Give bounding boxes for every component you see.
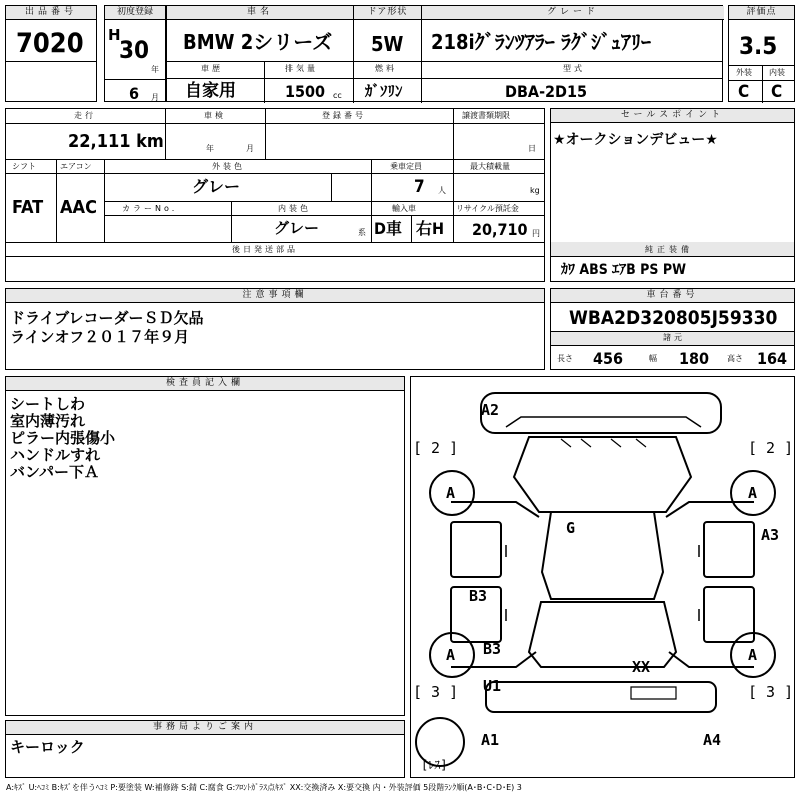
shift-label: シフト: [12, 162, 36, 171]
lot-number-label: 出品番号: [6, 6, 96, 20]
displacement: 1500: [285, 82, 326, 101]
year-unit: 年: [151, 65, 159, 74]
plate-label: 登録番号: [322, 111, 366, 120]
capacity: 7: [414, 177, 425, 197]
capacity-unit: 人: [438, 186, 446, 195]
capacity-label: 乗車定員: [390, 162, 422, 171]
model-code: DBA-2D15: [505, 82, 588, 101]
inspection-year-unit: 年: [206, 144, 214, 153]
chassis-number: WBA2D320805J59330: [569, 307, 778, 329]
inspector-line: ハンドルすれ: [10, 446, 101, 464]
height-label: 高さ: [727, 354, 743, 363]
tire-right-top: [ 2 ]: [748, 439, 794, 457]
inspector-label: 検査員記入欄: [6, 377, 404, 391]
sales-point-box: [550, 108, 795, 282]
lot-number-box: [5, 5, 97, 102]
recycle-fee: 20,710: [472, 220, 528, 239]
dims-label: 諸元: [663, 333, 685, 342]
first-registration-label: 初度登録: [105, 6, 165, 20]
evaluation-score: 3.5: [739, 32, 778, 60]
damage-mark: A2: [481, 401, 500, 419]
registration-month: 6: [129, 84, 140, 103]
steering-side: 右H: [416, 219, 445, 238]
notes-label: 注意事項欄: [6, 289, 544, 303]
inspection-month-unit: 月: [246, 144, 254, 153]
inspector-line: ピラー内張傷小: [10, 429, 116, 447]
recycle-unit: 円: [532, 229, 540, 238]
displacement-unit: cc: [333, 91, 342, 100]
wheel-mark: A: [446, 646, 456, 664]
tire-left-bottom: [ 3 ]: [413, 683, 459, 701]
car-outline: [411, 377, 794, 777]
spare-tire-label: [ﾚｽ]: [421, 758, 448, 772]
grade: 218iｸﾞﾗﾝﾂｱﾗｰ ﾗｸﾞｼﾞｭｱﾘｰ: [431, 30, 651, 54]
car-name: BMW 2シリーズ: [183, 30, 333, 54]
lot-number: 7020: [16, 28, 84, 59]
transfer-deadline-label: 譲渡書類期限: [462, 111, 510, 120]
length-label: 長さ: [557, 354, 573, 363]
int-color-unit: 系: [358, 228, 366, 237]
chassis-label: 車台番号: [551, 289, 794, 303]
later-parts-label: 後日発送部品: [232, 245, 298, 254]
displacement-label: 排気量: [285, 64, 318, 73]
mileage-label: 走行: [74, 111, 96, 120]
damage-mark: A4: [703, 731, 722, 749]
vehicle-info-box: [166, 5, 723, 102]
wheel-mark: A: [446, 484, 456, 502]
score-label: 評価点: [729, 6, 794, 20]
tire-left-top: [ 2 ]: [413, 439, 459, 457]
chassis-box: [550, 288, 795, 370]
color-number-label: カラーNo.: [122, 204, 178, 213]
shift-type: FAT: [12, 197, 44, 218]
inspector-line: シートしわ: [10, 395, 86, 413]
exterior-grade: C: [738, 82, 750, 102]
door-type: 5W: [371, 32, 404, 56]
import-type: D車: [374, 219, 402, 238]
legend: A:ｷｽﾞ U:ﾍｺﾐ B:ｷｽﾞを伴うﾍｺﾐ P:要塗装 W:補修跡 S:錆 C:腐食 G:ﾌﾛﾝﾄｶﾞﾗｽ点ｷｽﾞ XX:交換済み X:要交換 内・外装評価 5段階ﾗﾝｸ順(A･B･C･D･E) 3: [6, 783, 522, 792]
ext-color-label: 外装色: [212, 162, 245, 171]
length-value: 456: [593, 349, 624, 368]
int-color-label: 内装色: [278, 204, 311, 213]
grade-label: グレード: [422, 6, 724, 20]
ext-color: グレー: [192, 177, 241, 196]
sales-point-label: セールスポイント: [551, 109, 794, 123]
exterior-label: 外装: [736, 68, 752, 77]
import-label: 輸入車: [392, 204, 416, 213]
mileage: 22,111 km: [68, 131, 164, 152]
damage-mark: A1: [481, 731, 500, 749]
office-text: キーロック: [10, 738, 85, 756]
fuel-label: 燃料: [375, 64, 397, 73]
era-mark: H: [108, 26, 121, 44]
width-label: 幅: [649, 354, 657, 363]
damage-mark: B3: [469, 587, 488, 605]
ac-label: エアコン: [60, 162, 92, 171]
note-line: ラインオフ２０１７年９月: [10, 328, 190, 346]
registration-year: 30: [119, 36, 150, 64]
wheel-mark: A: [748, 646, 758, 664]
score-box: [728, 5, 795, 102]
notes-box: [5, 288, 545, 370]
inspector-line: バンパー下Ａ: [10, 463, 99, 481]
damage-mark: U1: [483, 677, 502, 695]
recycle-label: リサイクル預託金: [456, 204, 519, 213]
car-history: 自家用: [185, 81, 236, 101]
first-registration-box: [104, 5, 166, 102]
equipment-label: 純正装備: [645, 245, 693, 254]
damage-diagram: [410, 376, 795, 778]
interior-label: 内装: [769, 68, 785, 77]
interior-grade: C: [771, 82, 783, 102]
ac-type: AAC: [60, 197, 97, 218]
damage-mark: B3: [483, 640, 502, 658]
inspector-box: [5, 376, 405, 716]
note-line: ドライブレコーダーＳＤ欠品: [10, 309, 204, 327]
equipment-text: ｶﾜ ABS ｴｱB PS PW: [561, 262, 686, 278]
damage-mark: G: [566, 519, 576, 537]
height-value: 164: [757, 349, 788, 368]
office-label: 事務局よりご案内: [6, 721, 404, 735]
max-load-unit: kg: [530, 186, 540, 195]
office-box: [5, 720, 405, 778]
inspection-label: 車検: [204, 111, 226, 120]
damage-mark: XX: [632, 658, 651, 676]
max-load-label: 最大積載量: [470, 162, 510, 171]
model-label: 型式: [563, 64, 585, 73]
transfer-day-unit: 日: [528, 144, 536, 153]
door-label: ドア形状: [354, 6, 421, 20]
inspector-line: 室内薄汚れ: [10, 412, 86, 430]
fuel: ｶﾞｿﾘﾝ: [365, 82, 403, 100]
month-unit: 月: [151, 93, 159, 102]
wheel-mark: A: [748, 484, 758, 502]
tire-right-bottom: [ 3 ]: [748, 683, 794, 701]
car-history-label: 車歴: [201, 64, 223, 73]
car-name-label: 車名: [167, 6, 353, 20]
int-color: グレー: [274, 219, 320, 237]
sales-point-text: ★オークションデビュー★: [553, 132, 718, 148]
damage-mark: A3: [761, 526, 780, 544]
spec-box: [5, 108, 545, 282]
width-value: 180: [679, 349, 710, 368]
